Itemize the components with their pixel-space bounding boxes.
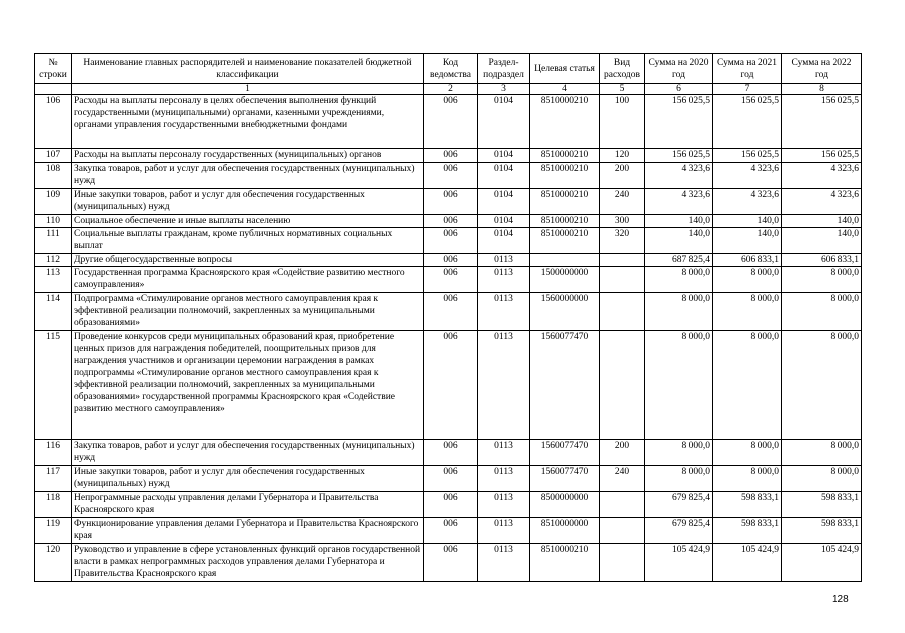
row-name-cell: Государственная программа Красноярского края «Содействие развитию местного самоуправления»	[72, 267, 424, 293]
row-name-cell: Иные закупки товаров, работ и услуг для обеспечения государственных (муниципальных) нужд	[72, 189, 424, 215]
row-name-cell: Закупка товаров, работ и услуг для обеспечения государственных (муниципальных) нужд	[72, 440, 424, 466]
target-article-cell: 1560077470	[530, 331, 600, 440]
target-article-cell: 1560000000	[530, 293, 600, 331]
row-number-cell: 120	[35, 544, 72, 582]
dept-code-cell: 006	[424, 518, 478, 544]
section-cell: 0104	[478, 215, 530, 228]
sum-2020-cell: 687 825,4	[645, 254, 713, 267]
row-name-cell: Непрограммные расходы управления делами Губернатора и Правительства Красноярского края	[72, 492, 424, 518]
section-cell: 0113	[478, 254, 530, 267]
target-article-cell: 8510000210	[530, 228, 600, 254]
column-number: 1	[72, 84, 424, 95]
header-section: Раздел-подраздел	[478, 54, 530, 84]
expense-type-cell	[600, 518, 645, 544]
header-sum-2021: Сумма на 2021 год	[713, 54, 782, 84]
sum-2021-cell: 4 323,6	[713, 163, 782, 189]
dept-code-cell: 006	[424, 254, 478, 267]
section-cell: 0104	[478, 149, 530, 163]
dept-code-cell: 006	[424, 215, 478, 228]
sum-2022-cell: 8 000,0	[782, 331, 862, 440]
target-article-cell	[530, 254, 600, 267]
column-number: 4	[530, 84, 600, 95]
expense-type-cell: 120	[600, 149, 645, 163]
column-number: 2	[424, 84, 478, 95]
expense-type-cell	[600, 254, 645, 267]
dept-code-cell: 006	[424, 267, 478, 293]
row-number-cell: 111	[35, 228, 72, 254]
section-cell: 0113	[478, 518, 530, 544]
dept-code-cell: 006	[424, 149, 478, 163]
table-row	[35, 440, 862, 466]
row-number-cell: 114	[35, 293, 72, 331]
row-name-cell: Закупка товаров, работ и услуг для обеспечения государственных (муниципальных) нужд	[72, 163, 424, 189]
table-row	[35, 518, 862, 544]
column-number: 8	[782, 84, 862, 95]
sum-2020-cell: 8 000,0	[645, 331, 713, 440]
dept-code-cell: 006	[424, 331, 478, 440]
row-name-cell: Иные закупки товаров, работ и услуг для обеспечения государственных (муниципальных) нужд	[72, 466, 424, 492]
sum-2021-cell: 8 000,0	[713, 440, 782, 466]
row-number-cell: 116	[35, 440, 72, 466]
expense-type-cell: 200	[600, 163, 645, 189]
section-cell: 0113	[478, 544, 530, 582]
sum-2020-cell: 140,0	[645, 215, 713, 228]
row-number-cell: 118	[35, 492, 72, 518]
sum-2022-cell: 156 025,5	[782, 149, 862, 163]
table-row	[35, 95, 862, 149]
dept-code-cell: 006	[424, 95, 478, 149]
row-number-cell: 112	[35, 254, 72, 267]
table-body	[35, 95, 862, 582]
row-number-cell: 119	[35, 518, 72, 544]
target-article-cell: 8510000210	[530, 149, 600, 163]
sum-2020-cell: 679 825,4	[645, 492, 713, 518]
dept-code-cell: 006	[424, 189, 478, 215]
sum-2021-cell: 598 833,1	[713, 492, 782, 518]
row-number-cell: 108	[35, 163, 72, 189]
target-article-cell: 8500000000	[530, 492, 600, 518]
sum-2020-cell: 105 424,9	[645, 544, 713, 582]
column-number: 3	[478, 84, 530, 95]
table-row	[35, 293, 862, 331]
section-cell: 0104	[478, 189, 530, 215]
row-number-cell: 109	[35, 189, 72, 215]
header-row-number: № строки	[35, 54, 72, 84]
sum-2022-cell: 8 000,0	[782, 267, 862, 293]
target-article-cell: 1500000000	[530, 267, 600, 293]
table-row	[35, 215, 862, 228]
row-number-cell: 110	[35, 215, 72, 228]
column-number-row	[35, 84, 862, 95]
section-cell: 0104	[478, 95, 530, 149]
budget-table	[34, 53, 862, 582]
sum-2020-cell: 8 000,0	[645, 293, 713, 331]
sum-2021-cell: 8 000,0	[713, 466, 782, 492]
expense-type-cell	[600, 293, 645, 331]
section-cell: 0113	[478, 293, 530, 331]
sum-2021-cell: 4 323,6	[713, 189, 782, 215]
expense-type-cell	[600, 267, 645, 293]
sum-2021-cell: 105 424,9	[713, 544, 782, 582]
section-cell: 0113	[478, 492, 530, 518]
row-number-cell: 106	[35, 95, 72, 149]
header-expense-type: Вид расходов	[600, 54, 645, 84]
table-row	[35, 492, 862, 518]
sum-2022-cell: 598 833,1	[782, 492, 862, 518]
expense-type-cell: 200	[600, 440, 645, 466]
column-number: 7	[713, 84, 782, 95]
target-article-cell: 8510000210	[530, 163, 600, 189]
table-row	[35, 466, 862, 492]
row-name-cell: Руководство и управление в сфере установленных функций органов государственной власти в рамках непрограммных расходов управления делами Губернатора и Правительства Красноярского края	[72, 544, 424, 582]
section-cell: 0104	[478, 163, 530, 189]
expense-type-cell: 240	[600, 466, 645, 492]
row-name-cell: Расходы на выплаты персоналу в целях обеспечения выполнения функций государственными (муниципальными) органами, казенными учреждениями, органами управления государственными внебюджетными фондами	[72, 95, 424, 149]
column-number: 5	[600, 84, 645, 95]
row-number-cell: 107	[35, 149, 72, 163]
expense-type-cell: 300	[600, 215, 645, 228]
sum-2020-cell: 8 000,0	[645, 440, 713, 466]
sum-2021-cell: 8 000,0	[713, 293, 782, 331]
column-number: 6	[645, 84, 713, 95]
expense-type-cell	[600, 331, 645, 440]
dept-code-cell: 006	[424, 293, 478, 331]
sum-2021-cell: 606 833,1	[713, 254, 782, 267]
sum-2020-cell: 8 000,0	[645, 466, 713, 492]
expense-type-cell: 100	[600, 95, 645, 149]
header-row	[35, 54, 862, 84]
table-row	[35, 254, 862, 267]
sum-2020-cell: 8 000,0	[645, 267, 713, 293]
sum-2021-cell: 140,0	[713, 228, 782, 254]
expense-type-cell	[600, 544, 645, 582]
row-number-cell: 113	[35, 267, 72, 293]
table-row	[35, 149, 862, 163]
target-article-cell: 1560077470	[530, 440, 600, 466]
section-cell: 0113	[478, 267, 530, 293]
sum-2022-cell: 4 323,6	[782, 163, 862, 189]
header-name: Наименование главных распорядителей и наименование показателей бюджетной классификации	[72, 54, 424, 84]
sum-2022-cell: 140,0	[782, 215, 862, 228]
table-row	[35, 331, 862, 440]
dept-code-cell: 006	[424, 228, 478, 254]
row-name-cell: Функционирование управления делами Губернатора и Правительства Красноярского края	[72, 518, 424, 544]
sum-2022-cell: 140,0	[782, 228, 862, 254]
table-row	[35, 228, 862, 254]
sum-2021-cell: 156 025,5	[713, 149, 782, 163]
table-row	[35, 189, 862, 215]
dept-code-cell: 006	[424, 492, 478, 518]
sum-2022-cell: 105 424,9	[782, 544, 862, 582]
header-dept-code: Код ведомства	[424, 54, 478, 84]
sum-2022-cell: 8 000,0	[782, 440, 862, 466]
sum-2021-cell: 156 025,5	[713, 95, 782, 149]
header-target-article: Целевая статья	[530, 54, 600, 84]
row-name-cell: Расходы на выплаты персоналу государственных (муниципальных) органов	[72, 149, 424, 163]
sum-2020-cell: 156 025,5	[645, 95, 713, 149]
section-cell: 0104	[478, 228, 530, 254]
target-article-cell: 8510000210	[530, 215, 600, 228]
target-article-cell: 1560077470	[530, 466, 600, 492]
row-number-cell: 117	[35, 466, 72, 492]
sum-2021-cell: 598 833,1	[713, 518, 782, 544]
sum-2020-cell: 4 323,6	[645, 163, 713, 189]
sum-2022-cell: 606 833,1	[782, 254, 862, 267]
sum-2020-cell: 679 825,4	[645, 518, 713, 544]
sum-2022-cell: 156 025,5	[782, 95, 862, 149]
sum-2021-cell: 8 000,0	[713, 267, 782, 293]
target-article-cell: 8510000210	[530, 95, 600, 149]
dept-code-cell: 006	[424, 544, 478, 582]
row-name-cell: Социальные выплаты гражданам, кроме публичных нормативных социальных выплат	[72, 228, 424, 254]
expense-type-cell: 320	[600, 228, 645, 254]
section-cell: 0113	[478, 440, 530, 466]
sum-2022-cell: 8 000,0	[782, 466, 862, 492]
target-article-cell: 8510000210	[530, 544, 600, 582]
header-sum-2020: Сумма на 2020 год	[645, 54, 713, 84]
dept-code-cell: 006	[424, 440, 478, 466]
section-cell: 0113	[478, 331, 530, 440]
table-row	[35, 163, 862, 189]
dept-code-cell: 006	[424, 466, 478, 492]
sum-2021-cell: 8 000,0	[713, 331, 782, 440]
row-name-cell: Социальное обеспечение и иные выплаты населению	[72, 215, 424, 228]
dept-code-cell: 006	[424, 163, 478, 189]
sum-2022-cell: 598 833,1	[782, 518, 862, 544]
expense-type-cell: 240	[600, 189, 645, 215]
table-row	[35, 544, 862, 582]
row-name-cell: Проведение конкурсов среди муниципальных образований края, приобретение ценных призов для награждения победителей, поощрительных призов для награждения участников и организации церемонии награждения в рамках подпрограммы «Стимулирование органов местного самоуправления края к эффективной реализации полномочий, закрепленных за муниципальными образованиями» государственной программы Красноярского края «Содействие развитию местного самоуправления»	[72, 331, 424, 440]
sum-2022-cell: 4 323,6	[782, 189, 862, 215]
target-article-cell: 8510000210	[530, 189, 600, 215]
column-number-blank	[35, 84, 72, 95]
sum-2020-cell: 140,0	[645, 228, 713, 254]
expense-type-cell	[600, 492, 645, 518]
header-sum-2022: Сумма на 2022 год	[782, 54, 862, 84]
row-number-cell: 115	[35, 331, 72, 440]
table-row	[35, 267, 862, 293]
sum-2020-cell: 156 025,5	[645, 149, 713, 163]
page-number: 128	[832, 594, 849, 605]
sum-2022-cell: 8 000,0	[782, 293, 862, 331]
target-article-cell: 8510000000	[530, 518, 600, 544]
sum-2020-cell: 4 323,6	[645, 189, 713, 215]
sum-2021-cell: 140,0	[713, 215, 782, 228]
section-cell: 0113	[478, 466, 530, 492]
row-name-cell: Подпрограмма «Стимулирование органов местного самоуправления края к эффективной реализации полномочий, закрепленных за муниципальными образованиями»	[72, 293, 424, 331]
row-name-cell: Другие общегосударственные вопросы	[72, 254, 424, 267]
